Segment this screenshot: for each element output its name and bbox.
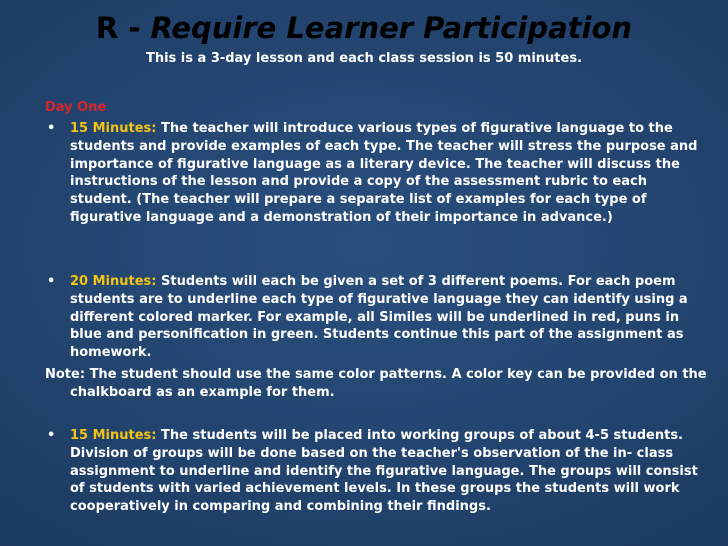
bullet-item-second-15-minutes: [47, 427, 700, 516]
bullet-lead: 15 Minutes:: [70, 428, 157, 443]
title-main: Require Learner Participation: [150, 11, 633, 45]
bullet-text: The students will be placed into working groups of about 4-5 students. Division of groups will be done based on the teacher's observation of the in- class assignment to underline and identify the figurative language. The groups will consist of students with varied achievement levels. In these groups the students will work cooperatively in comparing and combining their findings.: [70, 428, 698, 515]
bullet-text: The teacher will introduce various types of figurative language to the students and provide examples of each type. The teacher will stress the purpose and importance of figurative language as a literary device. The teacher will discuss the instructions of the lesson and provide a copy of the assessment rubric to each student. (The teacher will prepare a separate list of examples for each type of figurative language and a demonstration of their importance in advance.): [70, 121, 698, 225]
slide-subtitle: This is a 3-day lesson and each class session is 50 minutes.: [145, 51, 583, 66]
bullet-text: Students will each be given a set of 3 different poems. For each poem students are to underline each type of figurative language they can identify using a different colored marker. For example, all Similes will be underlined in red, puns in blue and personification in green. Students continue this part of the assignment as homework.: [70, 274, 688, 361]
bullet-item-first-15-minutes: [47, 120, 700, 227]
note-text: Note: The student should use the same color patterns. A color key can be provided on the chalkboard as an example for them.: [45, 367, 707, 400]
slide-title: [0, 10, 728, 46]
bullet-item-20-minutes: [47, 273, 700, 362]
day-heading: Day One: [45, 100, 107, 115]
title-prefix: R -: [95, 11, 151, 45]
bullet-icon: •: [47, 121, 56, 136]
bullet-lead: 20 Minutes:: [70, 274, 157, 289]
bullet-icon: •: [47, 428, 56, 443]
bullet-lead: 15 Minutes:: [70, 121, 157, 136]
bullet-icon: •: [47, 274, 56, 289]
